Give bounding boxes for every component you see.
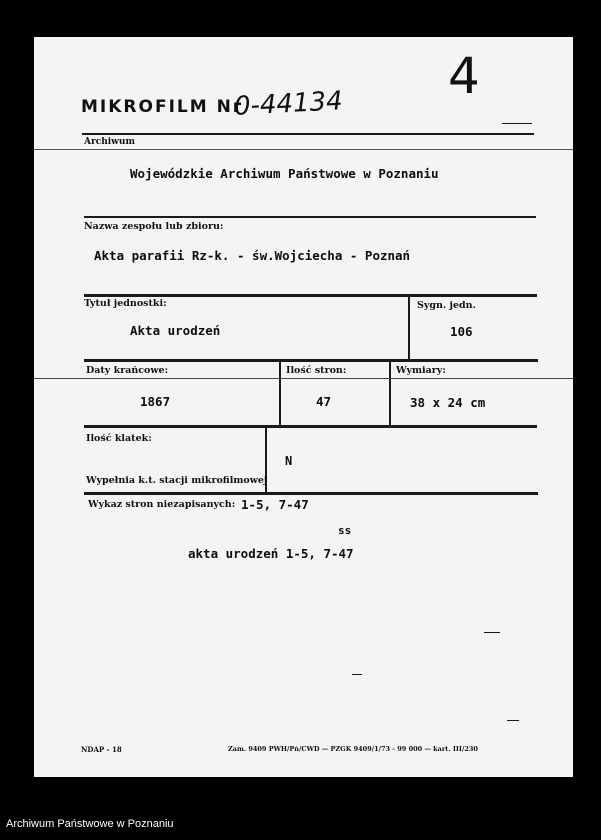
divider [82, 133, 534, 135]
dimensions-label: Wymiary: [396, 365, 446, 376]
frames-label: Ilość klatek: [86, 433, 152, 444]
mark [507, 720, 519, 721]
divider [84, 294, 537, 297]
collection-value: Akta parafii Rz-k. - św.Wojciecha - Poznań [94, 248, 411, 263]
archive-credit: Archiwum Państwowe w Poznaniu [6, 818, 174, 830]
notes-line: akta urodzeń 1-5, 7-47 [188, 546, 354, 561]
archive-label: Archiwum [84, 137, 135, 147]
column-divider [408, 296, 410, 360]
microfilm-card [34, 37, 573, 777]
dates-value: 1867 [140, 394, 171, 409]
blank-pages-value: 1-5, 7-47 [241, 497, 309, 512]
collection-label: Nazwa zespołu lub zbioru: [84, 221, 224, 232]
pages-value: 47 [316, 394, 332, 409]
footer-right: Zam. 9409 PWH/Pń/CWD — PZGK 9409/1/73 - 99 000 — kart. III/230 [228, 745, 478, 753]
film-number: 0-44134 [233, 86, 344, 122]
signature-value: 106 [450, 324, 473, 339]
unit-title-value: Akta urodzeń [130, 323, 221, 338]
divider [84, 425, 537, 428]
column-divider [389, 361, 391, 425]
blank-pages-label: Wykaz stron niezapisanych: [88, 499, 236, 510]
mark [484, 632, 500, 633]
dates-label: Daty krańcowe: [86, 365, 169, 376]
unit-title-label: Tytuł jednostki: [84, 298, 167, 309]
corner-mark [502, 123, 532, 124]
card-title: MIKROFILM Nr [81, 97, 244, 117]
divider [84, 492, 538, 495]
scan-line [34, 378, 573, 379]
scan-line [34, 149, 573, 150]
divider [84, 216, 536, 218]
dimensions-value: 38 x 24 cm [410, 395, 486, 410]
archive-value: Wojewódzkie Archiwum Państwowe w Poznaniu [130, 166, 439, 181]
notes-marker: ss [338, 524, 352, 537]
station-value: N [285, 454, 293, 468]
footer-left: NDAP - 18 [81, 745, 122, 754]
signature-label: Sygn. jedn. [417, 300, 476, 311]
divider [84, 359, 538, 362]
mark [352, 674, 362, 675]
pages-label: Ilość stron: [286, 365, 347, 376]
corner-number: 4 [448, 47, 480, 105]
station-label: Wypełnia k.t. stacji mikrofilmowej [86, 475, 268, 486]
column-divider [279, 361, 281, 425]
